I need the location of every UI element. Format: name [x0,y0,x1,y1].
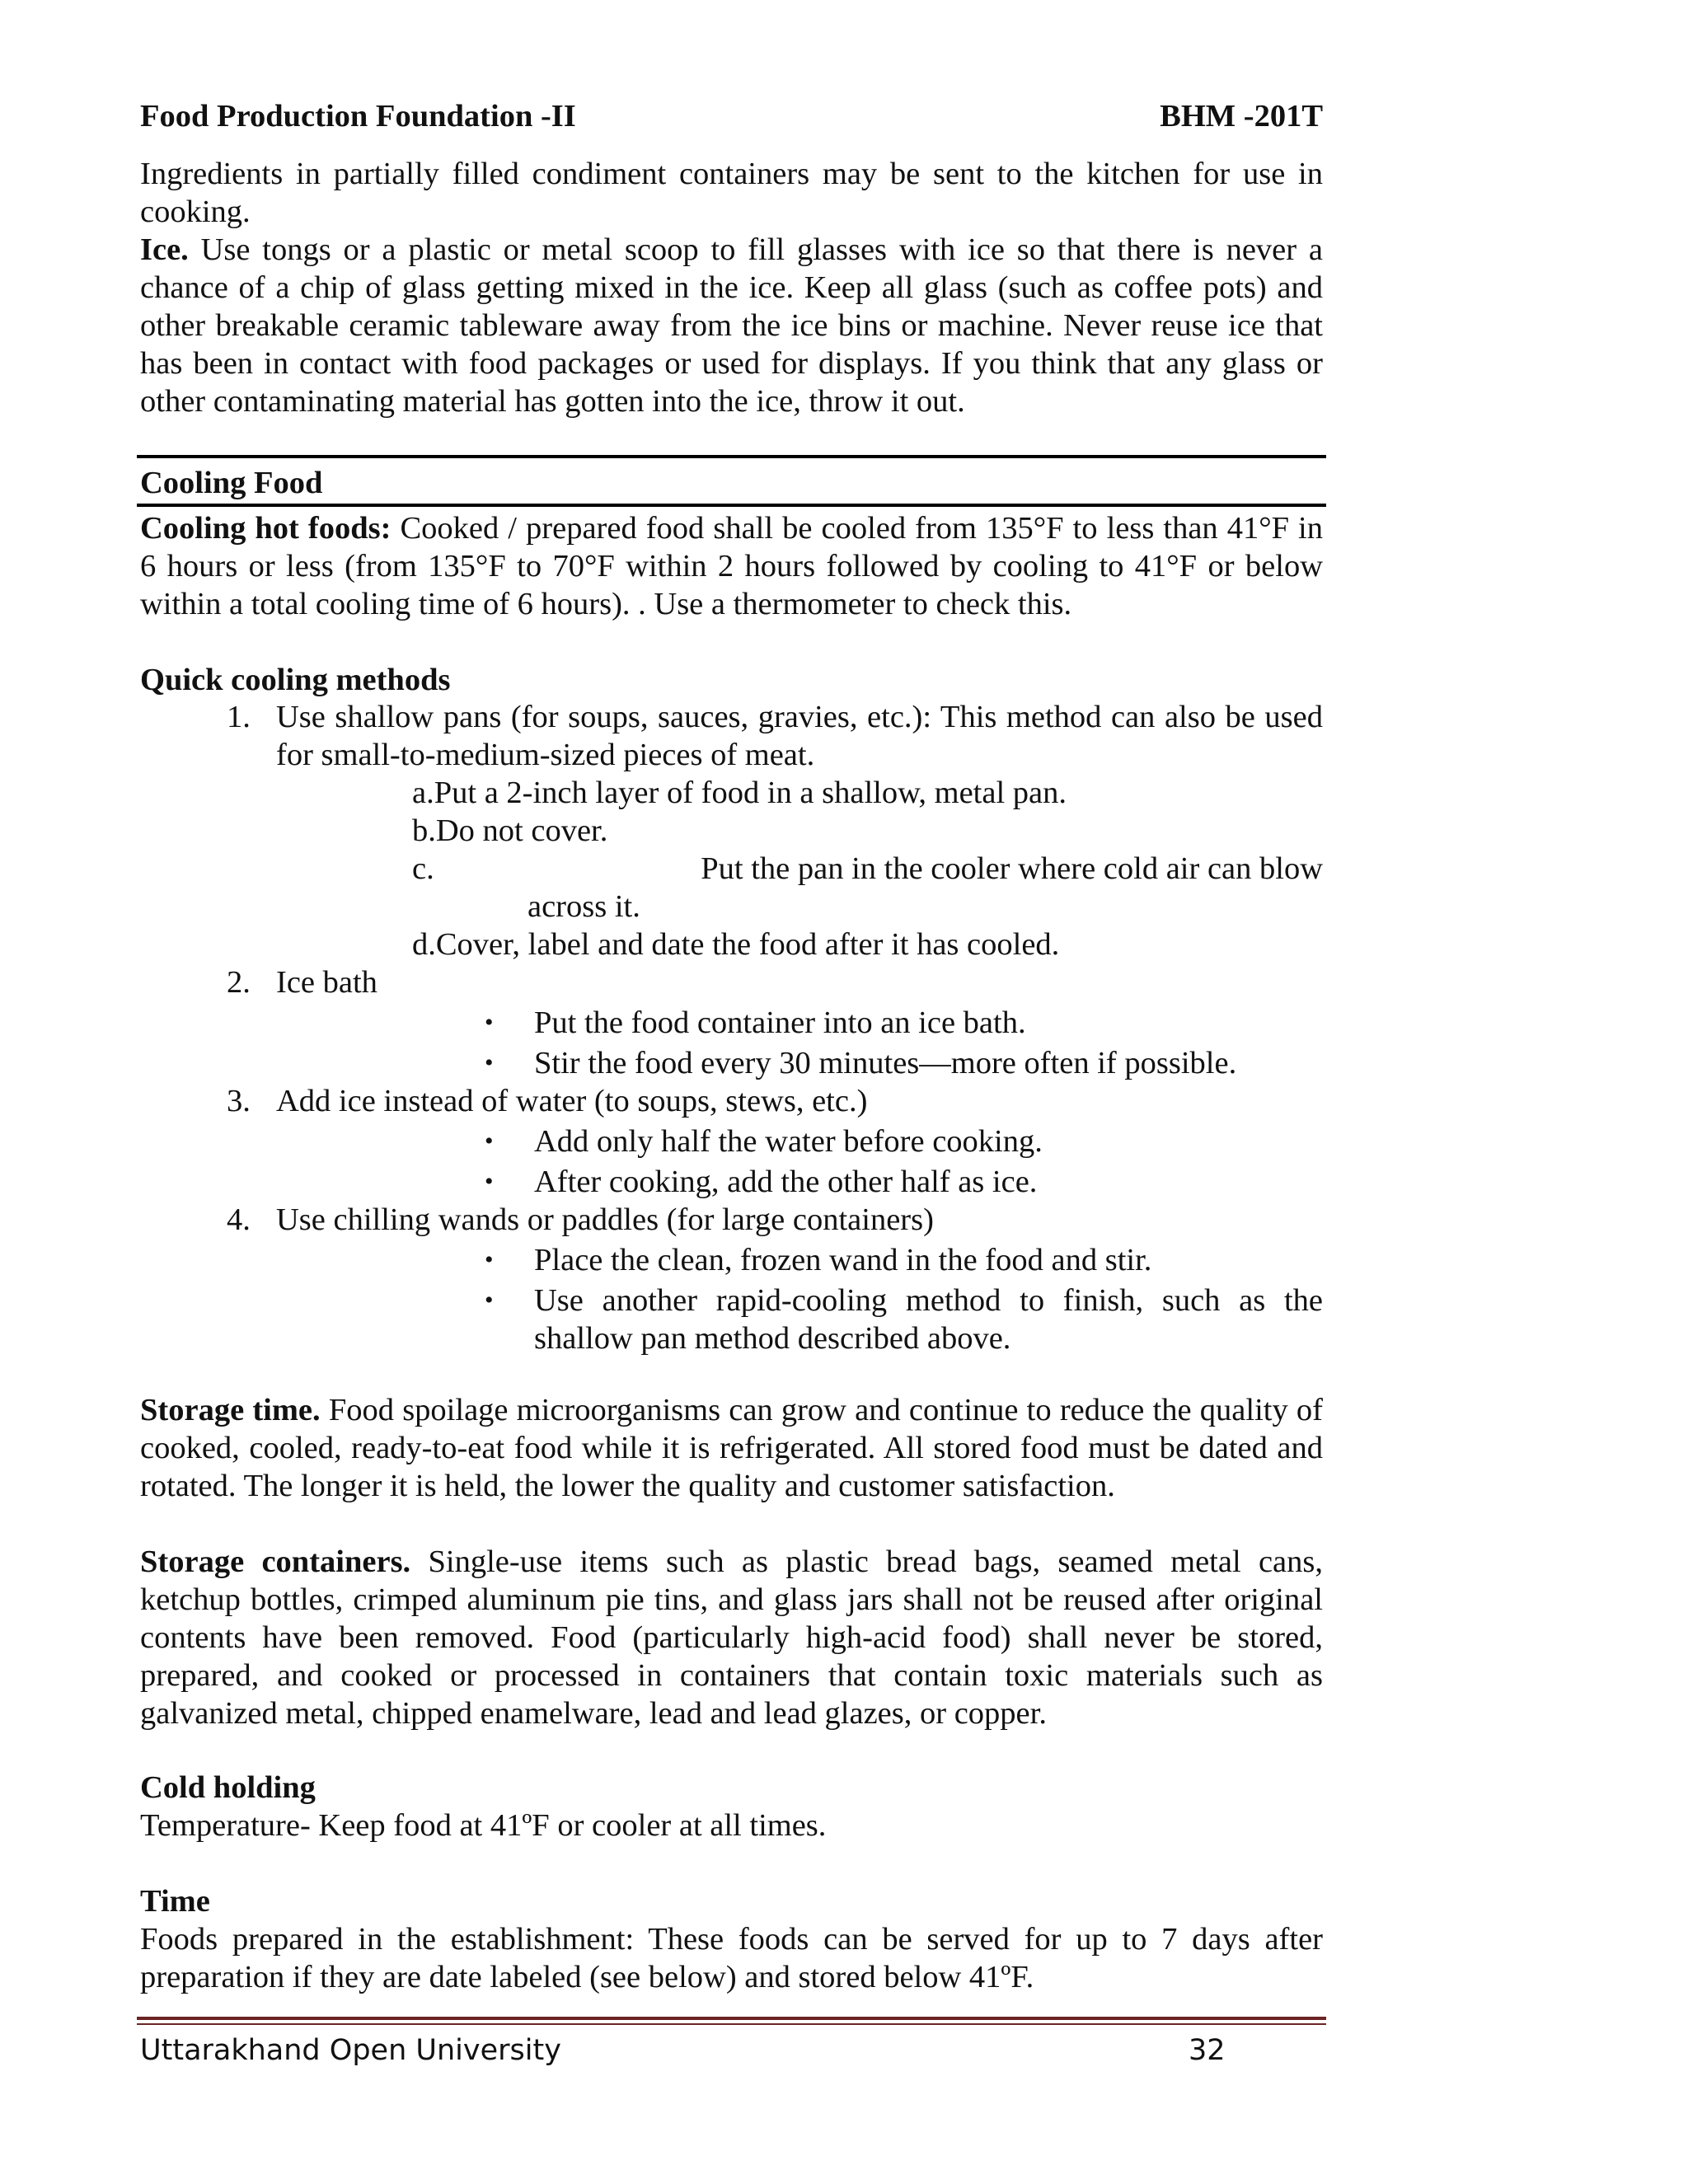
section-title: Cooling Food [140,466,323,500]
bullet-item: • Add only half the water before cooking. [485,1124,1043,1159]
list-item: 3. Add ice instead of water (to soups, stews, etc.) [227,1084,868,1118]
course-code: BHM -201T [1160,99,1323,134]
quick-cooling-title: Quick cooling methods [140,663,451,697]
storage-time-paragraph [140,1391,1323,1505]
bullet-icon: • [485,1246,494,1273]
storage-containers-label: Storage containers. [140,1544,411,1579]
bullet-icon: • [485,1168,494,1195]
list-item: d.Cover, label and date the food after it has cooled. [412,927,1060,962]
list-item: a.Put a 2-inch layer of food in a shallow, metal pan. [412,776,1067,810]
storage-containers-text: Single-use items such as plastic bread bags, seamed metal cans, ketchup bottles, crimped aluminum pie tins, and glass jars shall not be reused after original contents have been removed. Food (particularly high-acid food) shall never be stored, prepared, and cooked or processed in containers that contain toxic materials such as galvanized metal, chipped enamelware, lead and lead glazes, or copper. [140,1544,1323,1731]
storage-time-text: Food spoilage microorganisms can grow and continue to reduce the quality of cooked, cooled, ready-to-eat food while it is refrigerated. All stored food must be dated and rotated. The longer it is held, the lower the quality and customer satisfaction. [140,1393,1323,1503]
bullet-icon: • [485,1009,494,1036]
ice-text: Use tongs or a plastic or metal scoop to fill glasses with ice so that there is never a chance of a chip of glass getting mixed in the ice. Keep all glass (such as coffee pots) and other breakable ceramic tableware away from the ice bins or machine. Never reuse ice that has been in contact with food packages or used for displays. If you think that any glass or other contaminating material has gotten into the ice, throw it out. [140,232,1323,419]
bullet-icon: • [485,1049,494,1076]
cold-holding-title: Cold holding [140,1770,316,1805]
storage-containers-paragraph [140,1543,1323,1732]
list-item: 1. Use shallow pans (for soups, sauces, gravies, etc.): This method can also be used for small-to-medium-sized pieces of meat. [227,700,1323,772]
section-rule-top [137,455,1326,458]
methods-list [140,698,1323,1357]
bullet-item: • Put the food container into an ice bath. [485,1005,1026,1040]
bullet-icon: • [485,1127,494,1155]
bullet-item: • Stir the food every 30 minutes—more often if possible. [485,1046,1237,1080]
bullet-item: • After cooking, add the other half as ice. [485,1165,1038,1199]
bullet-item: • Use another rapid-cooling method to finish, such as the shallow pan method described above. [485,1283,1323,1356]
page-footer [140,2032,1323,2069]
cooling-hot-text: Cooked / prepared food shall be cooled from 135°F to less than 41°F in 6 hours or less (from 135°F to 70°F within 2 hours followed by cooling to 41°F or below within a total cooling time of 6 hours). . Use a thermometer to check this. [140,511,1323,621]
storage-time-label: Storage time. [140,1393,321,1427]
cooling-hot-paragraph [140,509,1323,623]
cooling-hot-label: Cooling hot foods: [140,511,392,546]
list-item-continuation: across it. [528,889,640,924]
page-number: 32 [1189,2034,1226,2067]
bullet-item: • Place the clean, frozen wand in the food and stir. [485,1243,1152,1277]
list-item: c. Put the pan in the cooler where cold air can blow [412,851,1323,886]
section-rule-bottom [137,504,1326,507]
intro-paragraph: Ingredients in partially filled condiment containers may be sent to the kitchen for use in cooking. [140,157,1323,229]
university-name: Uttarakhand Open University [140,2034,561,2067]
ice-label: Ice. [140,232,189,267]
bullet-icon: • [485,1286,494,1314]
time-title: Time [140,1884,210,1919]
list-item: b.Do not cover. [412,813,608,848]
list-item: 2. Ice bath [227,965,377,1000]
footer-rule-thick [137,2017,1326,2020]
page-header [140,97,1323,135]
course-title: Food Production Foundation -II [140,99,576,134]
time-text: Foods prepared in the establishment: These foods can be served for up to 7 days after preparation if they are date labeled (see below) and stored below 41ºF. [140,1922,1323,1994]
footer-rule-thin [137,2023,1326,2025]
cold-holding-text: Temperature- Keep food at 41ºF or cooler at all times. [140,1808,827,1843]
ice-paragraph [140,231,1323,420]
list-item: 4. Use chilling wands or paddles (for large containers) [227,1202,934,1237]
